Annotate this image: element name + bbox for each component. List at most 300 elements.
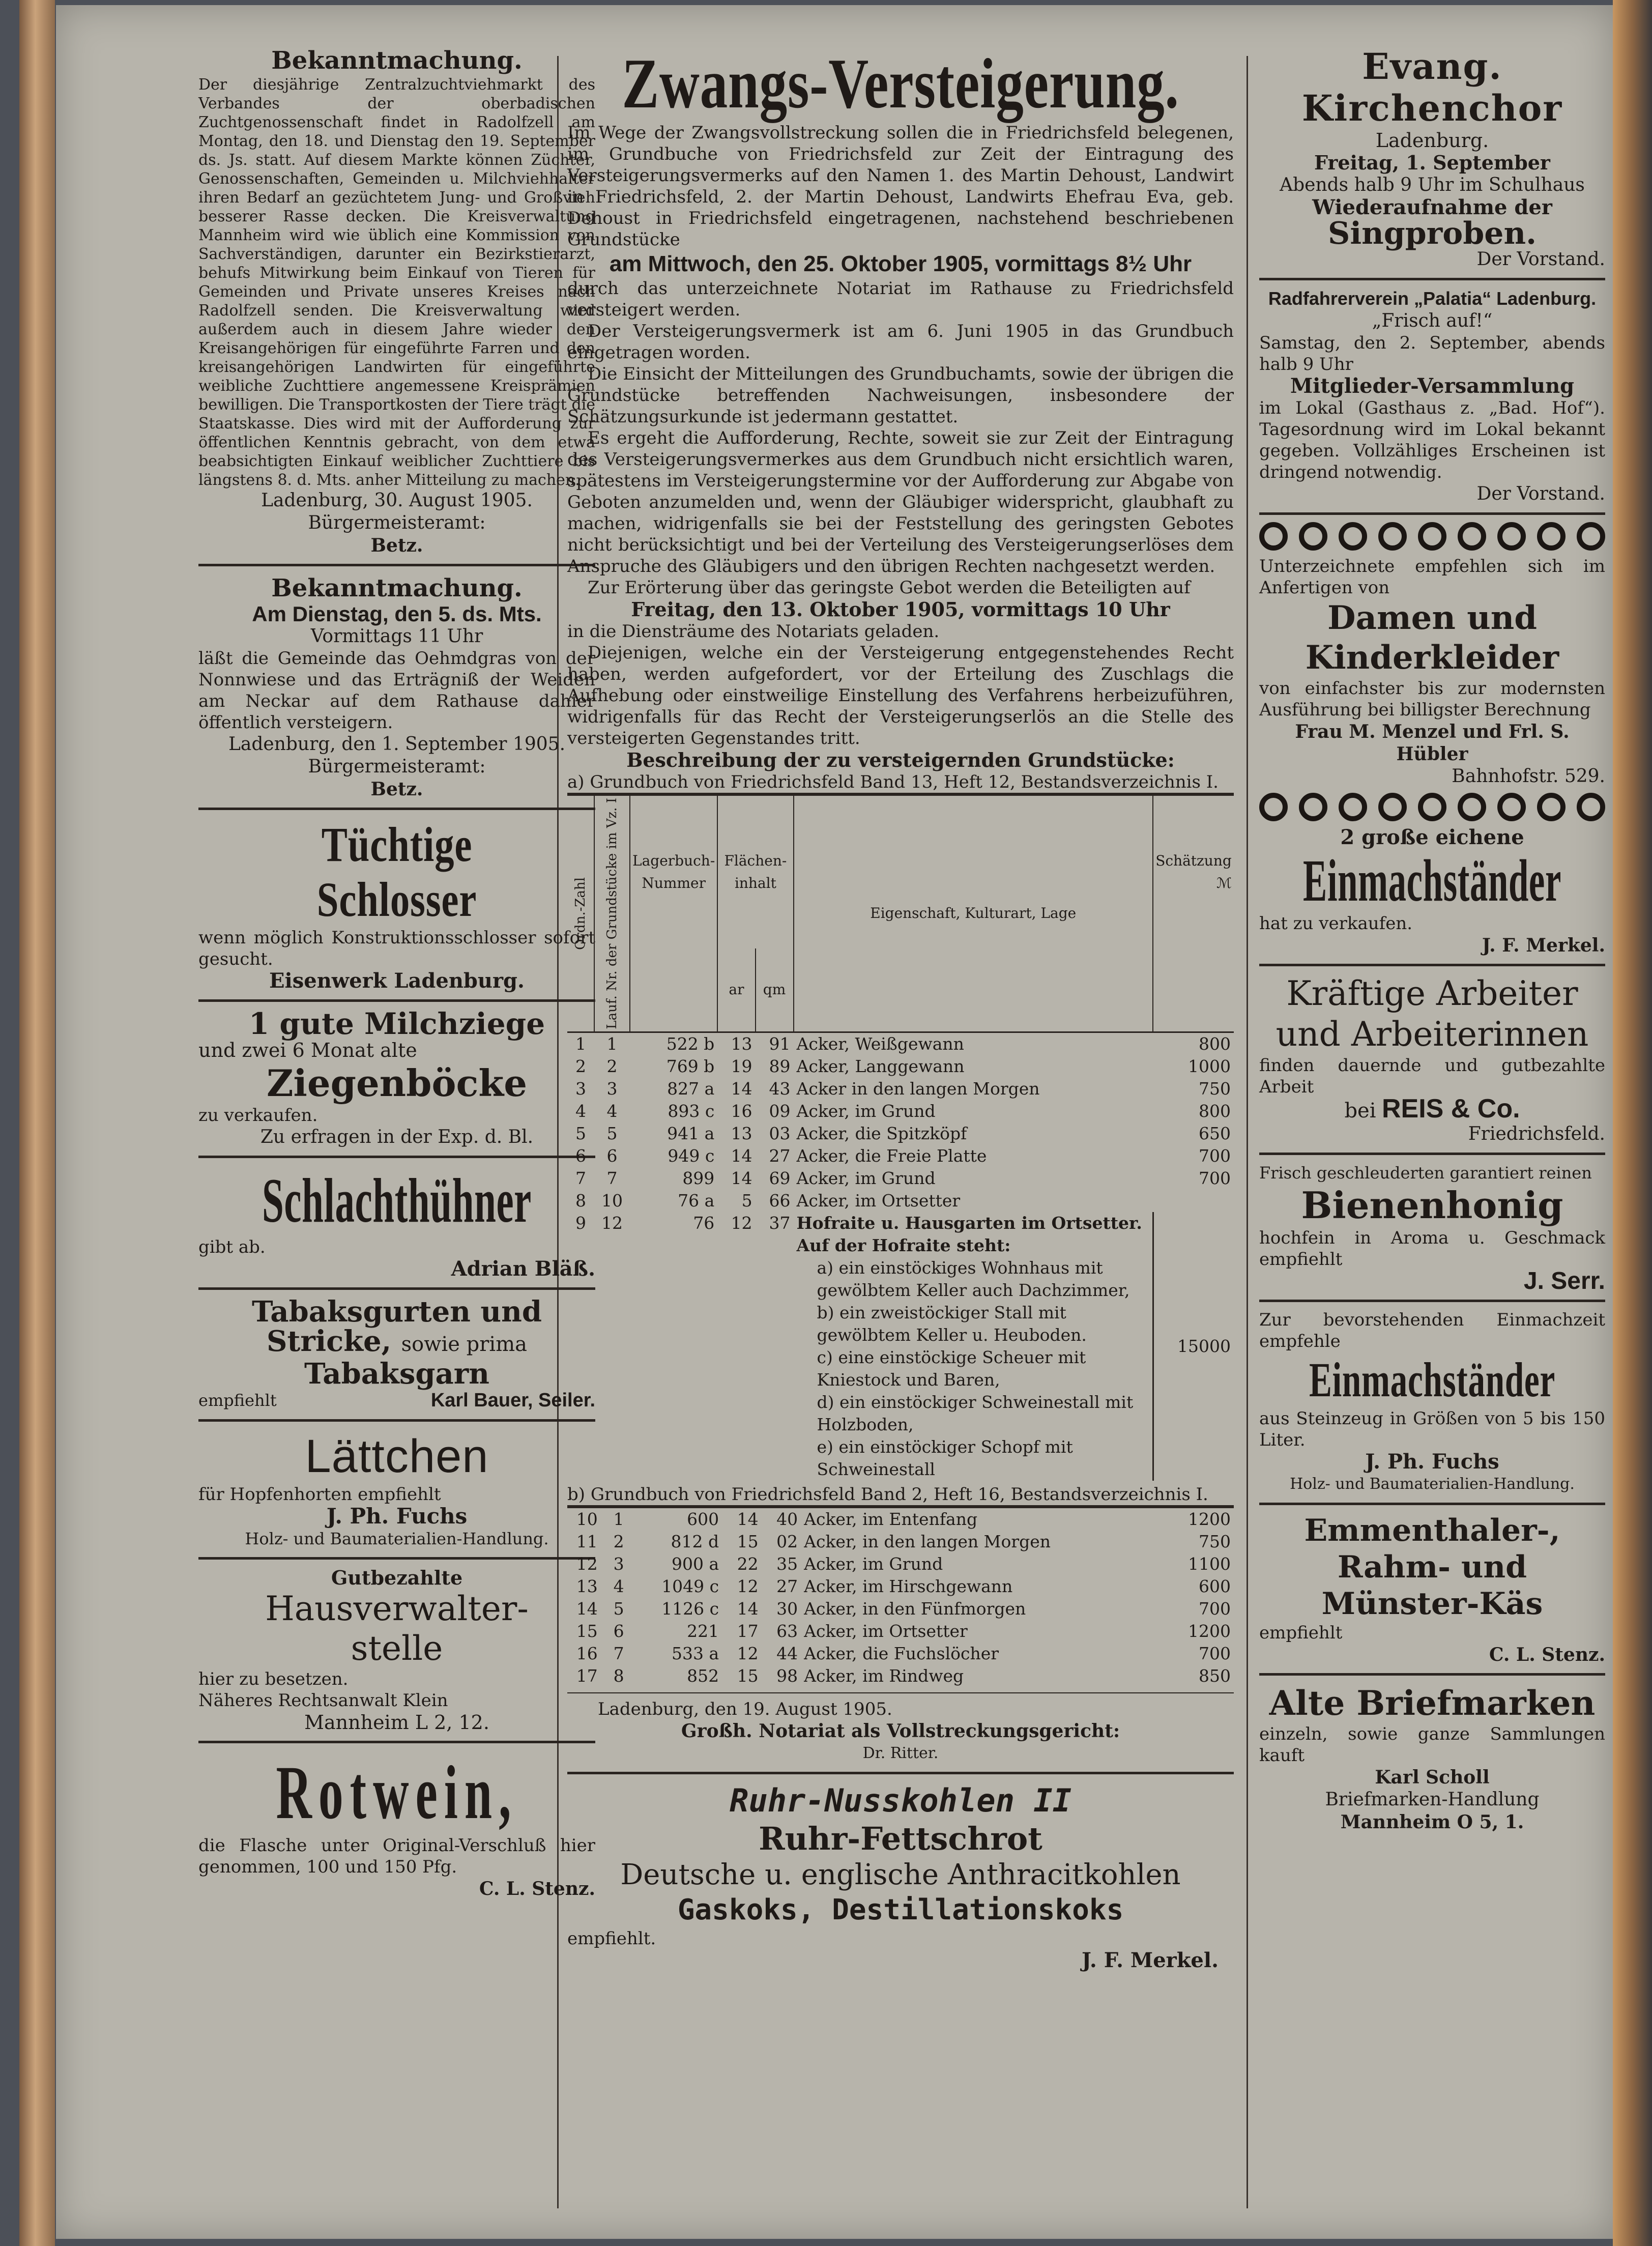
- table-row: [567, 1167, 1234, 1190]
- cell-eigenschaft: Acker, die Freie Platte: [796, 1145, 987, 1166]
- ad-headline: Tabaksgurten und: [251, 1295, 542, 1329]
- ad-signature: Adrian Bläß.: [451, 1257, 595, 1281]
- choir-sign: Der Vorstand.: [1476, 249, 1605, 270]
- cell-eigenschaft: Acker, im Grund: [796, 1101, 936, 1121]
- ornament-circle-icon: [1497, 522, 1526, 551]
- ad-text: Gutbezahlte: [331, 1566, 463, 1589]
- cell-ordn: 4: [575, 1101, 586, 1121]
- cell-lager: 221: [687, 1621, 719, 1641]
- cell-lfd: 12: [601, 1213, 623, 1233]
- ornament-circle-icon: [1378, 793, 1407, 821]
- cell-schaetzung: 700: [1199, 1598, 1231, 1619]
- table-row: [567, 1531, 1234, 1553]
- cell-eigenschaft-main: Hofraite u. Hausgarten im Ortsetter. Auf der Hofraite steht:: [796, 1213, 1142, 1255]
- cell-qm: 09: [769, 1101, 791, 1121]
- choir-date: Freitag, 1. September: [1314, 151, 1550, 174]
- ad-signature: Karl Bauer, Seiler.: [430, 1390, 595, 1411]
- cell-ar: 14: [731, 1168, 752, 1188]
- coal-text: empfiehlt.: [567, 1928, 656, 1949]
- stand2-text: aus Steinzeug in Größen von 5 bis 150 Liter.: [1259, 1408, 1605, 1450]
- cell-qm: 27: [776, 1576, 798, 1596]
- cell-schaetzung: 850: [1199, 1665, 1231, 1686]
- cell-eigenschaft: Acker, die Spitzköpf: [796, 1123, 967, 1143]
- tailor-address: Bahnhofstr. 529.: [1452, 766, 1605, 787]
- cell-ordn: 15: [576, 1621, 598, 1641]
- divider: [1259, 1673, 1605, 1676]
- honey-headline: Bienenhonig: [1301, 1184, 1563, 1227]
- cell-qm: 44: [776, 1643, 798, 1663]
- ornament-circle-icon: [1259, 522, 1288, 551]
- honey-text: hochfein in Aroma u. Geschmack empfiehlt: [1259, 1228, 1605, 1270]
- cell-lfd: 5: [606, 1123, 618, 1143]
- cell-ordn: 14: [576, 1598, 598, 1619]
- cell-ar: 19: [731, 1056, 752, 1076]
- header-lager: Lagerbuch-: [632, 852, 715, 870]
- cell-eigenschaft: [794, 1212, 1153, 1481]
- ad-text: gibt ab.: [198, 1237, 266, 1257]
- ad-headline: 1 gute Milchziege: [248, 1006, 545, 1041]
- cell-ar: 14: [731, 1145, 752, 1166]
- notice-date: Ladenburg, 30. August 1905.: [261, 490, 533, 511]
- ornament-circle-icon: [1577, 522, 1605, 551]
- cell-eigenschaft-item: a) ein einstöckiges Wohnhaus mit gewölbtem Keller auch Dachzimmer,: [817, 1257, 1130, 1300]
- ad-headline: Rotwein,: [276, 1750, 518, 1835]
- cell-schaetzung: 15000: [1153, 1212, 1234, 1481]
- cell-qm: 35: [776, 1553, 798, 1574]
- ad-headline: Ziegenböcke: [266, 1061, 528, 1105]
- property-table-b: [567, 1505, 1234, 1687]
- header-flaeche: Flächen-: [724, 852, 787, 870]
- notice-time: Vormittags 11 Uhr: [310, 626, 483, 647]
- cell-lager: 76 a: [678, 1190, 715, 1211]
- table-body-a: [567, 1032, 1234, 1481]
- cell-lfd: 2: [613, 1531, 624, 1551]
- column-rule-right: [1247, 56, 1248, 2208]
- cell-lager: 941 a: [667, 1123, 715, 1143]
- divider: [1259, 1503, 1605, 1505]
- stand-headline: Einmachständer: [1303, 847, 1561, 914]
- cheese-headline: Emmenthaler-,: [1304, 1513, 1560, 1548]
- divider: [1259, 1153, 1605, 1155]
- cell-ordn: 11: [576, 1531, 598, 1551]
- ad-text: Zu erfragen in der Exp. d. Bl.: [260, 1127, 534, 1147]
- table-row: [567, 1553, 1234, 1575]
- notice-title: Bekanntmachung.: [271, 574, 523, 602]
- stand2-text: Zur bevorstehenden Einmachzeit empfehle: [1259, 1310, 1605, 1351]
- auction-paragraph: Zur Erörterung über das geringste Gebot werden die Beteiligten auf: [588, 578, 1191, 598]
- cell-schaetzung: 1200: [1188, 1509, 1231, 1529]
- cell-lfd: 1: [613, 1509, 624, 1529]
- ornament-circle-icon: [1378, 522, 1407, 551]
- notice-signature: Betz.: [370, 535, 423, 556]
- ad-text: für Hopfenhorten empfiehlt: [198, 1484, 441, 1505]
- stamps-sign: Karl Scholl: [1375, 1767, 1490, 1788]
- coal-headline: Deutsche u. englische Anthracitkohlen: [620, 1858, 1181, 1891]
- table-row: [567, 1643, 1234, 1665]
- cell-eigenschaft: Acker, Langgewann: [796, 1056, 965, 1076]
- header-lager2: Nummer: [642, 875, 706, 892]
- cell-lfd: 2: [606, 1056, 618, 1076]
- cell-qm: 91: [769, 1033, 791, 1054]
- ad-signature: Eisenwerk Ladenburg.: [269, 969, 525, 993]
- cell-eigenschaft: Acker, in den langen Morgen: [804, 1531, 1051, 1551]
- notice-date: Ladenburg, den 1. September 1905.: [228, 734, 566, 755]
- ad-headline: Hausverwalter-: [265, 1589, 529, 1628]
- cell-qm: 02: [776, 1531, 798, 1551]
- ad-text: empfiehlt: [198, 1391, 277, 1410]
- cell-eigenschaft-item: d) ein einstöckiger Schweinestall mit Holzboden,: [817, 1392, 1134, 1434]
- cell-lfd: 8: [613, 1665, 624, 1686]
- cell-eigenschaft-item: e) ein einstöckiger Schopf mit Schweinestall: [817, 1436, 1073, 1479]
- col-lager-sub: [630, 948, 717, 1032]
- cell-schaetzung: 650: [1199, 1123, 1231, 1143]
- cell-schaetzung: 750: [1199, 1078, 1231, 1099]
- ornament-circle-icon: [1339, 793, 1367, 821]
- ornament-circle-icon: [1299, 793, 1327, 821]
- cell-ar: 12: [737, 1576, 759, 1596]
- cell-lager: 600: [687, 1509, 719, 1529]
- cell-schaetzung: 700: [1199, 1643, 1231, 1663]
- cell-ordn: 1: [575, 1033, 586, 1054]
- cell-ordn: 13: [576, 1576, 598, 1596]
- table-row: [567, 1598, 1234, 1620]
- ornament-circle-icon: [1497, 793, 1526, 821]
- stamps-sub: Briefmarken-Handlung: [1325, 1789, 1540, 1810]
- table-row: [567, 1145, 1234, 1167]
- stamps-text: einzeln, sowie ganze Sammlungen kauft: [1259, 1724, 1605, 1766]
- ad-text: Mannheim L 2, 12.: [304, 1711, 489, 1734]
- cheese-headline: Münster-Käs: [1321, 1586, 1543, 1622]
- cell-ordn: 12: [576, 1553, 598, 1574]
- auction-paragraph: Die Einsicht der Mitteilungen des Grundbuchamts, sowie der übrigen die Grundstücke betreffenden Nachweisungen, insbesondere der Schätzungsurkunde ist jedermann gestattet.: [567, 364, 1234, 427]
- stamps-address: Mannheim O 5, 1.: [1340, 1811, 1524, 1833]
- notice-office: Bürgermeisteramt:: [308, 756, 486, 777]
- table-row: [567, 1212, 1234, 1481]
- header-flaeche2: inhalt: [734, 875, 776, 892]
- honey-sign: J. Serr.: [1523, 1268, 1605, 1294]
- cell-lager: 769 b: [666, 1056, 715, 1076]
- divider: [198, 1419, 595, 1422]
- cell-ar: 13: [731, 1033, 752, 1054]
- notice-title: Bekanntmachung.: [271, 46, 523, 75]
- ad-headline: Lättchen: [305, 1430, 489, 1482]
- cell-ar: 22: [737, 1553, 759, 1574]
- cell-lager: 827 a: [667, 1078, 715, 1099]
- cell-lager: 812 d: [671, 1531, 719, 1551]
- divider: [1259, 964, 1605, 966]
- closing-place: Ladenburg, den 19. August 1905.: [598, 1698, 892, 1719]
- stand2-headline: Einmachständer: [1309, 1352, 1555, 1407]
- cheese-sign: C. L. Stenz.: [1489, 1644, 1605, 1665]
- cell-schaetzung: 800: [1199, 1101, 1231, 1121]
- cell-eigenschaft: Acker, im Hirschgewann: [804, 1576, 1013, 1596]
- cell-lfd: 6: [613, 1621, 624, 1641]
- ad-headline: stelle: [351, 1629, 443, 1668]
- ornament-row: [1259, 793, 1605, 821]
- cell-qm: 37: [769, 1213, 791, 1233]
- coal-headline: Ruhr-Nusskohlen II: [730, 1781, 1071, 1819]
- cell-eigenschaft: Acker, Weißgewann: [796, 1033, 964, 1054]
- table-row: [567, 1032, 1234, 1055]
- stand2-sign: J. Ph. Fuchs: [1365, 1450, 1499, 1474]
- cell-ar: 14: [737, 1598, 759, 1619]
- ornament-circle-icon: [1259, 793, 1288, 821]
- cell-qm: 43: [769, 1078, 791, 1099]
- cell-schaetzung: 600: [1199, 1576, 1231, 1596]
- cheese-headline: Rahm- und: [1337, 1549, 1527, 1585]
- ad-text: Näheres Rechtsanwalt Klein: [198, 1690, 448, 1711]
- cell-eigenschaft: Acker, im Rindweg: [804, 1665, 964, 1686]
- cell-lager: 893 c: [668, 1101, 715, 1121]
- cell-lfd: 5: [613, 1598, 624, 1619]
- auction-paragraph: durch das unterzeichnete Notariat im Rathause zu Friedrichsfeld versteigert werden.: [567, 278, 1234, 320]
- workers-firm-name: REIS & Co.: [1381, 1094, 1520, 1124]
- club-motto: „Frisch auf!“: [1372, 310, 1493, 331]
- cell-ordn: 8: [575, 1190, 586, 1211]
- ad-headline-part: sowie prima: [401, 1333, 527, 1356]
- notice-signature: Betz.: [370, 779, 423, 800]
- auction-subtitle: Beschreibung der zu versteigernden Grundstücke:: [626, 748, 1175, 771]
- choir-line: Singproben.: [1328, 216, 1537, 251]
- cell-ordn: 9: [575, 1213, 586, 1233]
- honey-text: Frisch geschleuderten garantiert reinen: [1259, 1163, 1592, 1183]
- ad-headline: Tabaksgarn: [304, 1357, 490, 1391]
- col-ar: ar: [717, 948, 755, 1032]
- page-edge: [1613, 0, 1652, 2246]
- ornament-circle-icon: [1339, 522, 1367, 551]
- table-row: [567, 1620, 1234, 1643]
- divider: [198, 1287, 595, 1290]
- workers-headline: Kräftige Arbeiter: [1286, 974, 1578, 1013]
- newspaper-page: [56, 5, 1613, 2239]
- col-ordn: [567, 794, 594, 1032]
- cell-lager: 533 a: [672, 1643, 719, 1663]
- table-row: [567, 1078, 1234, 1100]
- ornament-circle-icon: [1458, 522, 1486, 551]
- club-text: im Lokal (Gasthaus z. „Bad. Hof“). Tagesordnung wird im Lokal bekannt gegeben. Vollzähliges Erscheinen ist dringend notwendig.: [1259, 398, 1605, 482]
- ad-headline: [198, 1324, 595, 1359]
- cell-lager: 899: [682, 1168, 715, 1188]
- choir-title: Evang. Kirchenchor: [1301, 45, 1563, 129]
- cell-ordn: 2: [575, 1056, 586, 1076]
- divider: [1259, 1300, 1605, 1302]
- ad-headline: Schlachthühner: [262, 1166, 532, 1235]
- ornament-circle-icon: [1537, 793, 1566, 821]
- cell-schaetzung: 700: [1199, 1168, 1231, 1188]
- ad-headline: Tüchtige Schlosser: [316, 817, 477, 927]
- stand-sign: J. F. Merkel.: [1482, 935, 1605, 956]
- cell-qm: 98: [776, 1665, 798, 1686]
- cell-ar: 15: [737, 1531, 759, 1551]
- cell-ar: 13: [731, 1123, 752, 1143]
- workers-firm: [1259, 1094, 1605, 1124]
- header-lfd: Lauf. Nr. der Grundstücke im Vz. I: [604, 798, 620, 1029]
- col-schaetzung: [1153, 794, 1234, 948]
- tailor-headline: Kinderkleider: [1305, 639, 1559, 677]
- cell-qm: 40: [776, 1509, 798, 1529]
- stamps-headline: Alte Briefmarken: [1269, 1683, 1596, 1723]
- stand2-sub: Holz- und Baumaterialien-Handlung.: [1290, 1475, 1575, 1493]
- divider: [198, 1741, 595, 1743]
- tailor-text: Unterzeichnete empfehlen sich im Anfertigen von: [1259, 556, 1605, 598]
- col-lager: [630, 794, 717, 948]
- col-qm: qm: [756, 948, 794, 1032]
- auction-date: am Mittwoch, den 25. Oktober 1905, vormittags 8½ Uhr: [609, 251, 1192, 276]
- book-binding: [19, 0, 55, 2246]
- ornament-circle-icon: [1418, 522, 1446, 551]
- divider: [567, 1772, 1234, 1774]
- cell-eigenschaft: Acker, im Grund: [804, 1553, 943, 1574]
- cell-ar: 14: [737, 1509, 759, 1529]
- tailor-text: von einfachster bis zur modernsten Ausführung bei billigster Berechnung: [1259, 678, 1605, 720]
- cell-eigenschaft: Acker, im Ortsetter: [796, 1190, 961, 1211]
- tailor-headline: Damen und: [1327, 599, 1538, 637]
- workers-firm-pre: bei: [1344, 1099, 1376, 1122]
- notice-office: Bürgermeisteramt:: [308, 512, 486, 533]
- workers-headline: und Arbeiterinnen: [1276, 1015, 1589, 1054]
- choir-time: Abends halb 9 Uhr im Schulhaus: [1280, 175, 1585, 195]
- ad-headline-part: Stricke,: [267, 1324, 392, 1358]
- section-heading: a) Grundbuch von Friedrichsfeld Band 13, Heft 12, Bestandsverzeichnis I.: [567, 772, 1219, 792]
- cell-lager: 522 b: [666, 1033, 715, 1054]
- cell-schaetzung: 800: [1199, 1033, 1231, 1054]
- cell-ordn: 7: [575, 1168, 586, 1188]
- divider: [198, 564, 595, 566]
- cell-schaetzung: 700: [1199, 1145, 1231, 1166]
- ornament-row: [1259, 522, 1605, 551]
- cell-lfd: 10: [601, 1190, 623, 1211]
- section-heading: b) Grundbuch von Friedrichsfeld Band 2, Heft 16, Bestandsverzeichnis I.: [567, 1484, 1208, 1505]
- ornament-circle-icon: [1299, 522, 1327, 551]
- divider: [567, 1692, 1234, 1693]
- divider: [1259, 278, 1605, 280]
- ad-signature: J. Ph. Fuchs: [326, 1504, 468, 1529]
- club-sign: Der Vorstand.: [1476, 483, 1605, 504]
- divider: [198, 999, 595, 1002]
- ornament-circle-icon: [1458, 793, 1486, 821]
- divider: [198, 1557, 595, 1560]
- notice-text: läßt die Gemeinde das Oehmdgras von der Nonnwiese und das Erträgniß der Weiden am Neckar auf dem Rathause dahier öffentlich versteigern.: [198, 648, 595, 733]
- ad-text: und zwei 6 Monat alte: [198, 1039, 417, 1061]
- cell-lager: 900 a: [672, 1553, 719, 1574]
- cell-ordn: 5: [575, 1123, 586, 1143]
- auction-paragraph: Es ergeht die Aufforderung, Rechte, soweit sie zur Zeit der Eintragung des Versteigerungsvermerkes aus dem Grundbuch nicht ersichtlich waren, spätestens im Versteigerungstermine vor der Aufforderung zur Abgabe von Geboten anzumelden und, wenn der Gläubiger widerspricht, glaubhaft zu machen, widrigenfalls sie bei der Feststellung des geringsten Gebotes nicht berücksichtigt und bei der Verteilung des Versteigerungserlöses dem Anspruche des Gläubigers und den übrigen Rechten nachgesetzt werden.: [567, 428, 1234, 577]
- cell-eigenschaft: Acker, die Fuchslöcher: [804, 1643, 999, 1663]
- tailor-names: Frau M. Menzel und Frl. S. Hübler: [1295, 721, 1570, 765]
- cell-lfd: 4: [613, 1576, 624, 1596]
- cell-lfd: 6: [606, 1145, 618, 1166]
- header-schaetzung: Schätzung: [1155, 852, 1232, 870]
- workers-text: finden dauernde und gutbezahlte Arbeit: [1259, 1055, 1605, 1097]
- cell-lfd: 7: [613, 1643, 624, 1663]
- workers-place: Friedrichsfeld.: [1468, 1124, 1605, 1144]
- col-flaeche: [717, 794, 793, 948]
- cell-ar: 12: [731, 1213, 752, 1233]
- table-row: [567, 1122, 1234, 1145]
- ornament-circle-icon: [1577, 793, 1605, 821]
- auction-paragraph: Diejenigen, welche ein der Versteigerung entgegenstehendes Recht haben, werden aufgefordert, vor der Erteilung des Zuschlags die Aufhebung oder einstweilige Einstellung des Verfahrens herbeizuführen, widrigenfalls für das Recht der Versteigerungserlös an die Stelle des versteigerten Gegenstandes tritt.: [567, 643, 1234, 748]
- cell-ar: 12: [737, 1643, 759, 1663]
- header-eigenschaft: Eigenschaft, Kulturart, Lage: [870, 905, 1077, 922]
- header-ordn: Ordn.-Zahl: [573, 877, 588, 950]
- ad-signature: C. L. Stenz.: [479, 1878, 595, 1899]
- table-row: [567, 1055, 1234, 1078]
- stand-text: hat zu verkaufen.: [1259, 913, 1413, 934]
- cell-lager: 1049 c: [661, 1576, 719, 1596]
- right-column: [1259, 46, 1605, 2219]
- header-mark: ℳ: [1216, 875, 1232, 892]
- cell-lfd: 3: [606, 1078, 618, 1099]
- coal-headline: Gaskoks, Destillationskoks: [677, 1893, 1124, 1926]
- cell-eigenschaft: Acker, im Ortsetter: [804, 1621, 968, 1641]
- club-text: Samstag, den 2. September, abends halb 9 Uhr: [1259, 333, 1605, 375]
- cell-lager: 852: [687, 1665, 719, 1686]
- cell-schaetzung: 750: [1199, 1531, 1231, 1551]
- cell-lager: 949 c: [668, 1145, 715, 1166]
- choir-line: Wiederaufnahme der: [1312, 195, 1552, 219]
- cell-qm: 63: [776, 1621, 798, 1641]
- auction-paragraph: in die Diensträume des Notariats geladen.: [567, 621, 940, 642]
- cell-lager: 1126 c: [661, 1598, 719, 1619]
- table-row: [567, 1100, 1234, 1122]
- cell-schaetzung: [1153, 1190, 1234, 1212]
- table-header-row: [567, 794, 1234, 948]
- closing-court: Großh. Notariat als Vollstreckungsgericht:: [681, 1720, 1120, 1742]
- table-row: [567, 1507, 1234, 1531]
- cell-lfd: 7: [606, 1168, 618, 1188]
- cell-lager: 76: [693, 1213, 715, 1233]
- col-lfd: [594, 794, 630, 1032]
- notice-headline: Am Dienstag, den 5. ds. Mts.: [252, 602, 542, 626]
- cell-qm: 89: [769, 1056, 791, 1076]
- cell-ar: 15: [737, 1665, 759, 1686]
- ad-line: [198, 1389, 595, 1412]
- club-headline: Mitglieder-Versammlung: [1290, 374, 1575, 398]
- cell-eigenschaft: Acker, im Entenfang: [804, 1509, 978, 1529]
- club-title: Radfahrerverein „Palatia“ Ladenburg.: [1268, 288, 1597, 309]
- choir-place: Ladenburg.: [1375, 129, 1489, 152]
- ad-text: die Flasche unter Original-Verschluß hier genommen, 100 und 150 Pfg.: [198, 1835, 595, 1877]
- cell-ar: 16: [731, 1101, 752, 1121]
- stand-small: 2 große eichene: [1340, 825, 1524, 849]
- ornament-circle-icon: [1537, 522, 1566, 551]
- ad-text: hier zu besetzen.: [198, 1669, 349, 1689]
- auction-paragraph: Der Versteigerungsvermerk ist am 6. Juni 1905 in das Grundbuch eingetragen worden.: [567, 321, 1234, 363]
- property-table: [567, 793, 1234, 1481]
- col-eigenschaft: [794, 794, 1153, 1032]
- table-body-b: [567, 1507, 1234, 1687]
- cell-lfd: 3: [613, 1553, 624, 1574]
- cell-qm: 66: [769, 1190, 791, 1211]
- cell-ordn: 10: [576, 1509, 598, 1529]
- closing-signer: Dr. Ritter.: [862, 1744, 939, 1762]
- cell-qm: 03: [769, 1123, 791, 1143]
- cell-schaetzung: 1000: [1188, 1056, 1231, 1076]
- cell-ordn: 16: [576, 1643, 598, 1663]
- table-row: [567, 1190, 1234, 1212]
- cell-ar: 14: [731, 1078, 752, 1099]
- cell-qm: 30: [776, 1598, 798, 1619]
- cell-qm: 69: [769, 1168, 791, 1188]
- divider: [1259, 512, 1605, 515]
- cell-ordn: 17: [576, 1665, 598, 1686]
- coal-headline: Ruhr-Fettschrot: [759, 1820, 1042, 1857]
- notice-text: Der diesjährige Zentralzuchtviehmarkt des Verbandes der oberbadischen Zuchtgenossenschaft findet in Radolfzell am Montag, den 18. und Dienstag den 19. September ds. Js. statt. Auf diesem Markte können Züchter, Genossenschaften, Gemeinden u. Milchviehhalter ihren Bedarf an gezüchtetem Jung- und Großvieh besserer Rasse decken. Die Kreisverwaltung Mannheim wird wie üblich eine Kommission von Sachverständigen, darunter ein Bezirkstierarzt, behufs Mitwirkung beim Einkauf von Tieren für Gemeinden und Private unseres Kreises nach Radolfzell senden. Die Kreisverwaltung wird außerdem auch in diesem Jahre wieder den Kreisangehörigen für eingeführte Farren und den kreisangehörigen Landwirten für eingeführte weibliche Zuchttiere angemessene Kreisprämien bewilligen. Die Transportkosten der Tiere trägt die Staatskasse. Dies wird mit der Aufforderung zur öffentlichen Kenntnis gebracht, von dem etwa beabsichtigten Einkauf weiblicher Zuchttiere bis längstens 8. d. Mts. anher Mitteilung zu machen.: [198, 76, 595, 489]
- cell-eigenschaft-item: b) ein zweistöckiger Stall mit gewölbtem Keller u. Heuboden.: [817, 1302, 1087, 1345]
- center-column: [567, 46, 1234, 2219]
- coal-signature: J. F. Merkel.: [1082, 1948, 1219, 1972]
- divider: [198, 1156, 595, 1158]
